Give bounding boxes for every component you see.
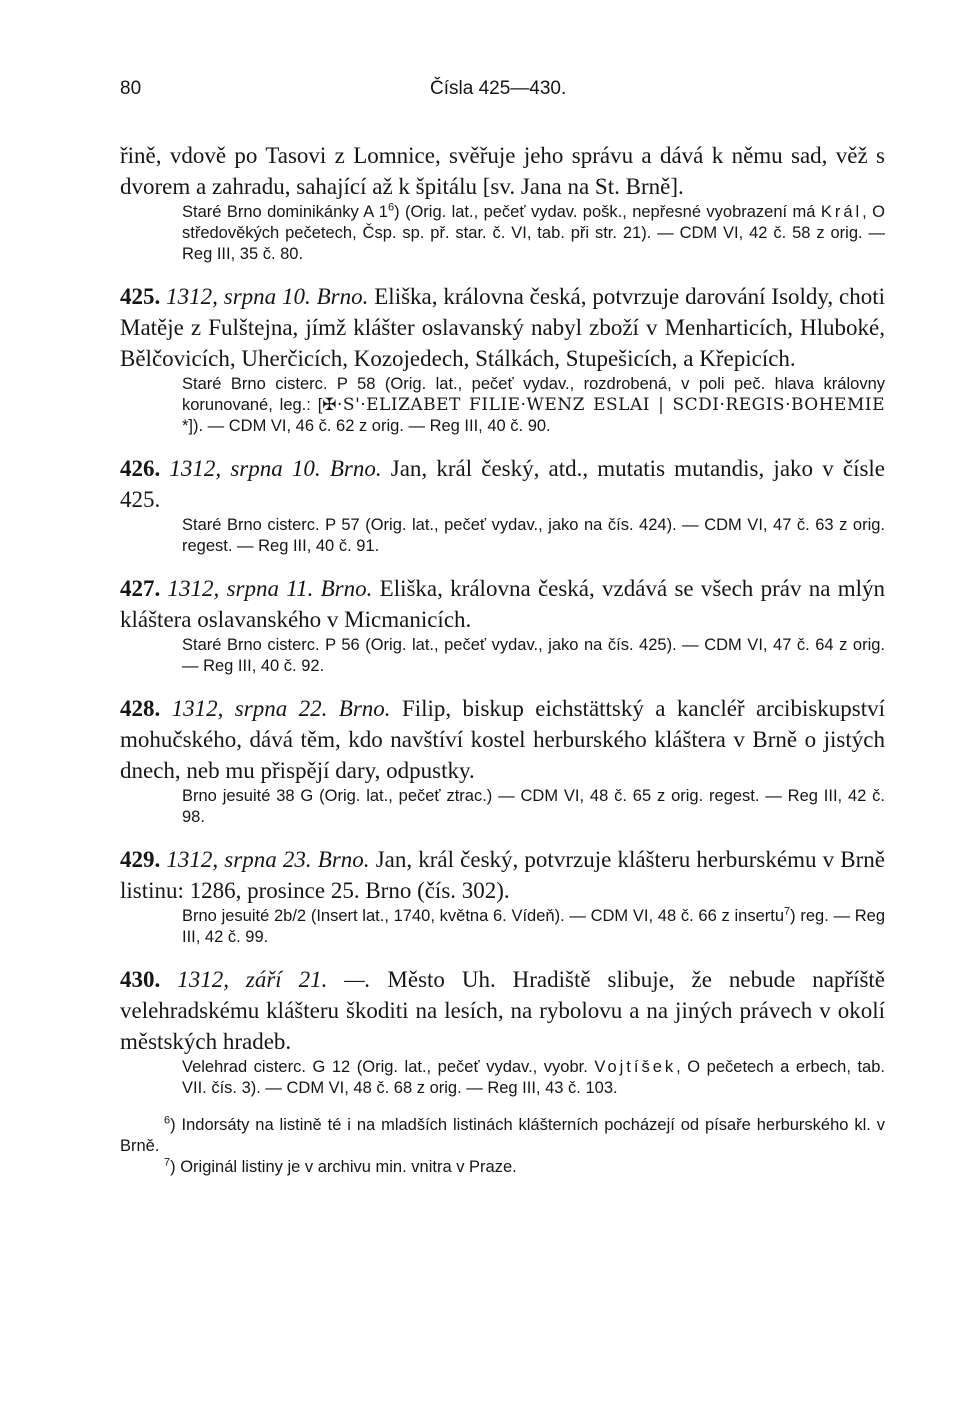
entry-text: Eliška, královna česká, vzdává se všech práv na mlýn kláštera oslavanského v Micmanicích. xyxy=(120,576,886,632)
entry-text: Jan, král český, potvrzuje klášteru herburskému v Brně listinu: 1286, prosince 25. Brno (čís. 302). xyxy=(120,847,886,903)
intro-note-part: ) (Orig. lat., pečeť vydav. pošk., nepřesné vyobrazení má xyxy=(394,203,821,221)
entry-note xyxy=(120,1057,885,1099)
entry-note xyxy=(120,635,885,677)
footnote-mark: 7 xyxy=(164,1156,171,1169)
entry-note xyxy=(120,374,885,437)
seal-legend: ✠·S'·ELIZABET FILIE·WENZ ESLAI | SCDI·REGIS·BOHEMIE xyxy=(322,395,885,415)
author-name: Král xyxy=(820,203,863,221)
entry-425 xyxy=(120,281,885,437)
footnote-text: ) Originál listiny je v archivu min. vnitra v Praze. xyxy=(170,1158,517,1176)
note-part: Staré Brno cisterc. P 57 (Orig. lat., pečeť vydav., jako na čís. 424). — CDM VI, 47 č. 63 z orig. regest. — Reg III, 40 č. 91. xyxy=(182,516,885,555)
intro-text: řině, vdově po Tasovi z Lomnice, svěřuje jeho správu a dává k němu sad, věž s dvorem a zahradu, sahající až k špitálu [sv. Jana na St. Brně]. xyxy=(120,143,885,199)
entry-430 xyxy=(120,964,885,1099)
entry-number: 427. xyxy=(120,576,161,601)
entry-text: Filip, biskup eichstättský a kancléř arcibiskupství mohučského, dává těm, kdo navštíví kostel herburského kláštera v Brně o jistých dnech, neb mu přispějí dary, odpustky. xyxy=(120,696,886,783)
intro-note-part: Staré Brno dominikánky A 1 xyxy=(182,203,388,221)
entry-number: 426. xyxy=(120,456,161,481)
note-part: Brno jesuité 2b/2 (Insert lat., 1740, května 6. Vídeň). — CDM VI, 48 č. 66 z insertu xyxy=(182,907,785,925)
footnote-7 xyxy=(120,1157,885,1178)
entry-date: 1312, srpna 10. Brno. xyxy=(169,456,382,481)
entry-text: Jan, král český, atd., mutatis mutandis, jako v čísle 425. xyxy=(120,456,886,512)
intro-note-part: , O středověkých pečetech, Čsp. sp. př. star. č. VI, tab. při str. 21). — CDM VI, 42 č. 58 z orig. — Reg III, 35 č. 80. xyxy=(182,203,885,263)
running-title: Čísla 425—430. xyxy=(430,78,567,99)
entry-body xyxy=(120,844,885,906)
note-part: Brno jesuité 38 G (Orig. lat., pečeť ztrac.) — CDM VI, 48 č. 65 z orig. regest. — Reg III, 42 č. 98. xyxy=(182,787,885,826)
document-page xyxy=(120,78,885,1178)
entry-427 xyxy=(120,573,885,677)
entry-number: 425. xyxy=(120,284,161,309)
footnote-ref: 6 xyxy=(387,201,395,214)
entry-body xyxy=(120,281,885,374)
footnote-6 xyxy=(120,1115,885,1157)
entry-number: 430. xyxy=(120,967,161,992)
entry-text: Město Uh. Hradiště slibuje, že nebude napříště velehradskému klášteru škoditi na lesích, na rybolovu a na jiných právech v okolí městských hradeb. xyxy=(120,967,886,1054)
note-part: ) reg. — Reg III, 42 č. 99. xyxy=(182,907,886,946)
entry-body xyxy=(120,964,885,1057)
author-name: Vojtíšek xyxy=(594,1058,677,1076)
footnote-text: ) Indorsáty na listině té i na mladších listinách klášterních pocházejí od písaře herburského kl. v Brně. xyxy=(120,1116,885,1155)
entry-number: 429. xyxy=(120,847,161,872)
entry-date: 1312, srpna 22. Brno. xyxy=(171,696,391,721)
entry-date: 1312, srpna 11. Brno. xyxy=(167,576,373,601)
intro-note xyxy=(120,202,885,265)
note-part: *]). — CDM VI, 46 č. 62 z orig. — Reg III, 40 č. 90. xyxy=(182,417,551,435)
page-number: 80 xyxy=(120,78,142,99)
entry-426 xyxy=(120,453,885,557)
note-part: Staré Brno cisterc. P 58 (Orig. lat., pečeť vydav., rozdrobená, v poli peč. hlava královny korunované, leg.: [ xyxy=(182,375,885,414)
entry-body xyxy=(120,693,885,786)
footnote-ref: 7 xyxy=(784,905,791,918)
entry-date: 1312, srpna 10. Brno. xyxy=(166,284,369,309)
entry-body xyxy=(120,573,885,635)
note-part: Staré Brno cisterc. P 56 (Orig. lat., pečeť vydav., jako na čís. 425). — CDM VI, 47 č. 64 z orig. — Reg III, 40 č. 92. xyxy=(182,636,885,675)
entry-text: Eliška, královna česká, potvrzuje darování Isoldy, choti Matěje z Fulštejna, jímž klášter oslavanský nabyl zboží v Menharticích, Hluboké, Bělčovicích, Uherčicích, Kozojedech, Stálkách, Stupešicích, a Křepicích. xyxy=(120,284,886,371)
entry-date: 1312, září 21. —. xyxy=(177,967,371,992)
footnote-mark: 6 xyxy=(164,1114,171,1127)
entry-429 xyxy=(120,844,885,948)
note-part: Velehrad cisterc. G 12 (Orig. lat., pečeť vydav., vyobr. xyxy=(182,1058,595,1076)
note-part: , O pečetech a erbech, tab. VII. čís. 3). — CDM VI, 48 č. 68 z orig. — Reg III, 43 č. 103. xyxy=(182,1058,885,1097)
entry-number: 428. xyxy=(120,696,161,721)
entry-note xyxy=(120,906,885,948)
footnotes xyxy=(120,1115,885,1178)
page-header xyxy=(120,78,885,108)
entry-428 xyxy=(120,693,885,828)
entry-note xyxy=(120,786,885,828)
entry-note xyxy=(120,515,885,557)
entry-date: 1312, srpna 23. Brno. xyxy=(166,847,370,872)
entry-body xyxy=(120,453,885,515)
